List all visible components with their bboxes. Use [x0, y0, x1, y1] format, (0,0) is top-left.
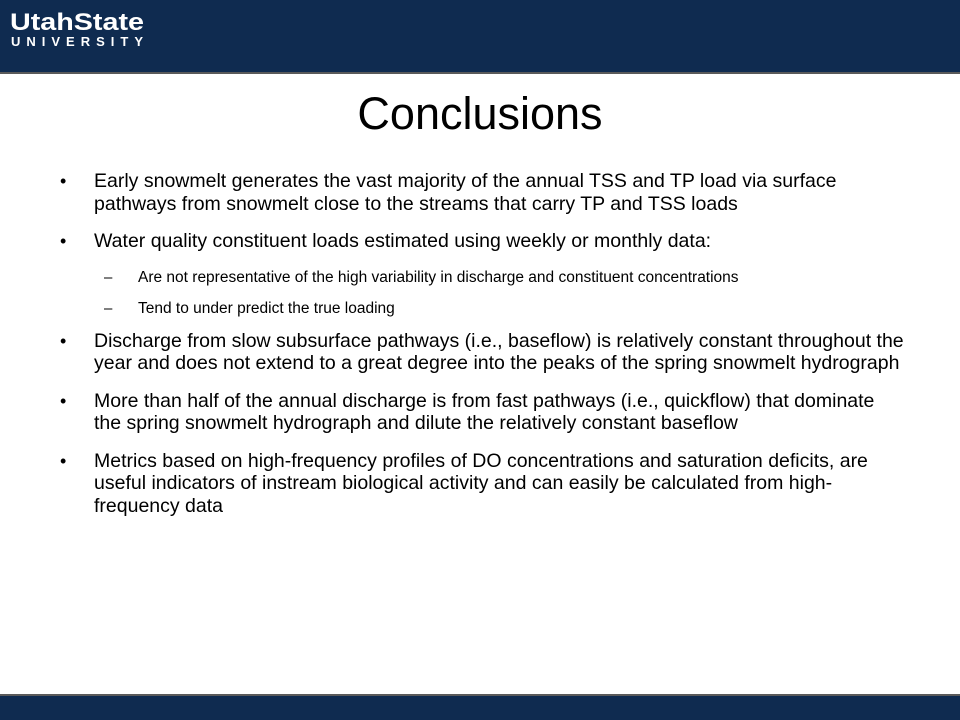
logo-text-bottom: UNIVERSITY: [11, 34, 143, 49]
bullet-item: • Early snowmelt generates the vast majority of the annual TSS and TP load via surface pathways from snowmelt close to the streams that carry TP and TSS loads: [56, 170, 906, 215]
slide-body: [56, 170, 906, 532]
bullet-item: • More than half of the annual discharge is from fast pathways (i.e., quickflow) that dominate the spring snowmelt hydrograph and dilute the relatively constant baseflow: [56, 390, 906, 435]
logo-text-top: UtahState: [10, 9, 144, 36]
bullet-item: • Discharge from slow subsurface pathways (i.e., baseflow) is relatively constant throughout the year and does not extend to a great degree into the peaks of the spring snowmelt hydrograph: [56, 330, 906, 375]
slide-title: Conclusions: [357, 88, 603, 139]
sub-bullet-item: – Tend to under predict the true loading: [56, 299, 906, 318]
bullet-item: • Metrics based on high-frequency profiles of DO concentrations and saturation deficits, are useful indicators of instream biological activity and can easily be calculated from high-frequency data: [56, 450, 906, 518]
header-bar: [0, 0, 960, 72]
sub-bullet-item: – Are not representative of the high variability in discharge and constituent concentrations: [56, 268, 906, 287]
bullet-item: • Water quality constituent loads estimated using weekly or monthly data:: [56, 230, 906, 253]
header-divider: [0, 72, 960, 74]
university-logo: [8, 6, 146, 50]
footer-bar: [0, 696, 960, 720]
